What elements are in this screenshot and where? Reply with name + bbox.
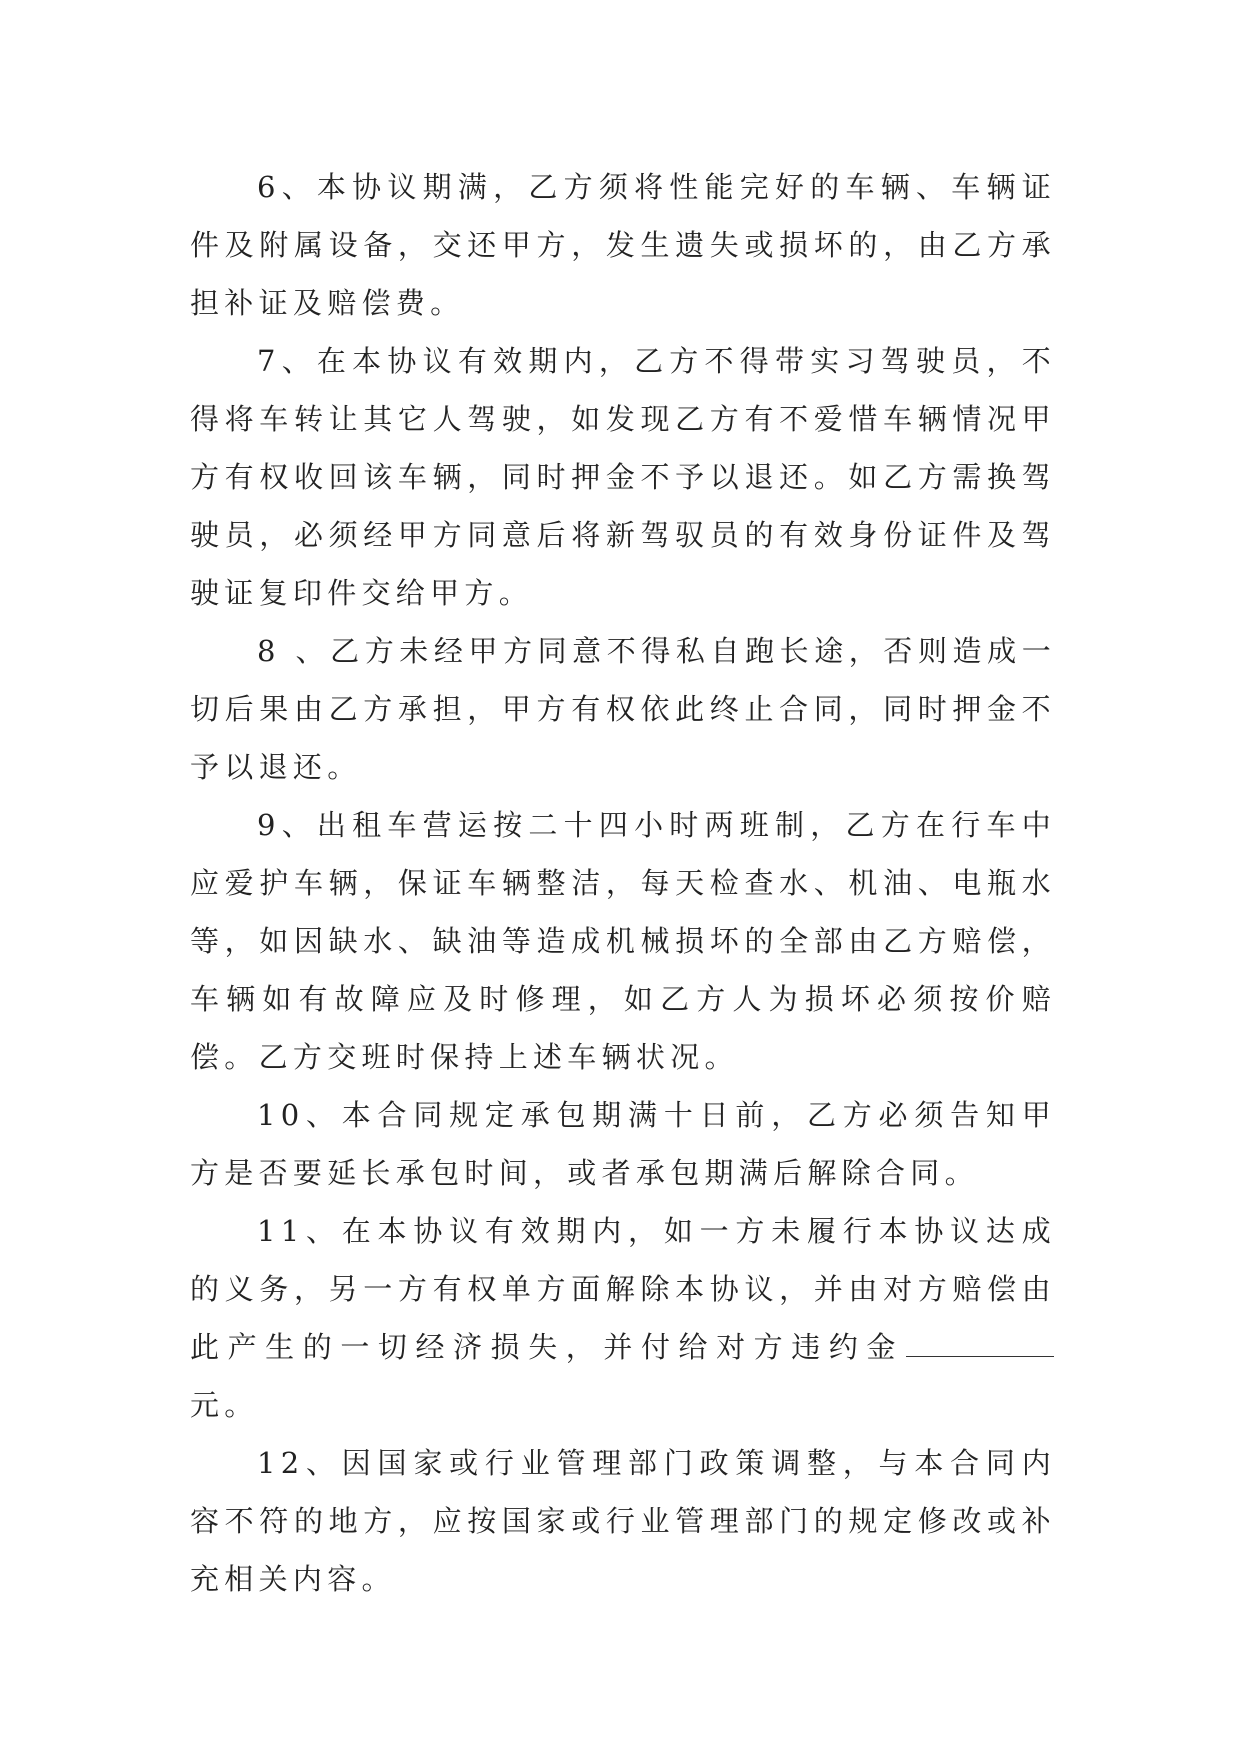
clause-9: 9、出租车营运按二十四小时两班制，乙方在行车中应爱护车辆，保证车辆整洁，每天检查水、机油、电瓶水等，如因缺水、缺油等造成机械损坏的全部由乙方赔偿，车辆如有故障应及时修理，如乙方人为损坏必须按价赔偿。乙方交班时保持上述车辆状况。 — [190, 808, 1056, 1074]
penalty-amount-blank — [906, 1334, 1054, 1357]
clause-11-unit: 元。 — [190, 1388, 259, 1422]
clause-8: 8 、乙方未经甲方同意不得私自跑长途，否则造成一切后果由乙方承担，甲方有权依此终止合同，同时押金不予以退还。 — [190, 634, 1056, 784]
clause-12: 12、因国家或行业管理部门政策调整，与本合同内容不符的地方，应按国家或行业管理部门的规定修改或补充相关内容。 — [190, 1446, 1056, 1596]
clause-7: 7、在本协议有效期内，乙方不得带实习驾驶员，不得将车转让其它人驾驶，如发现乙方有不爱惜车辆情况甲方有权收回该车辆，同时押金不予以退还。如乙方需换驾驶员，必须经甲方同意后将新驾驭员的有效身份证件及驾驶证复印件交给甲方。 — [190, 344, 1056, 610]
document-body — [190, 158, 1056, 1608]
clause-6: 6、本协议期满，乙方须将性能完好的车辆、车辆证件及附属设备，交还甲方，发生遗失或损坏的，由乙方承担补证及赔偿费。 — [190, 170, 1056, 320]
clause-11-text: 11、在本协议有效期内，如一方未履行本协议达成的义务，另一方有权单方面解除本协议，并由对方赔偿由此产生的一切经济损失，并付给对方违约金 — [190, 1214, 1056, 1364]
clause-11 — [190, 1202, 1056, 1434]
clause-10: 10、本合同规定承包期满十日前，乙方必须告知甲方是否要延长承包时间，或者承包期满后解除合同。 — [190, 1098, 1056, 1190]
